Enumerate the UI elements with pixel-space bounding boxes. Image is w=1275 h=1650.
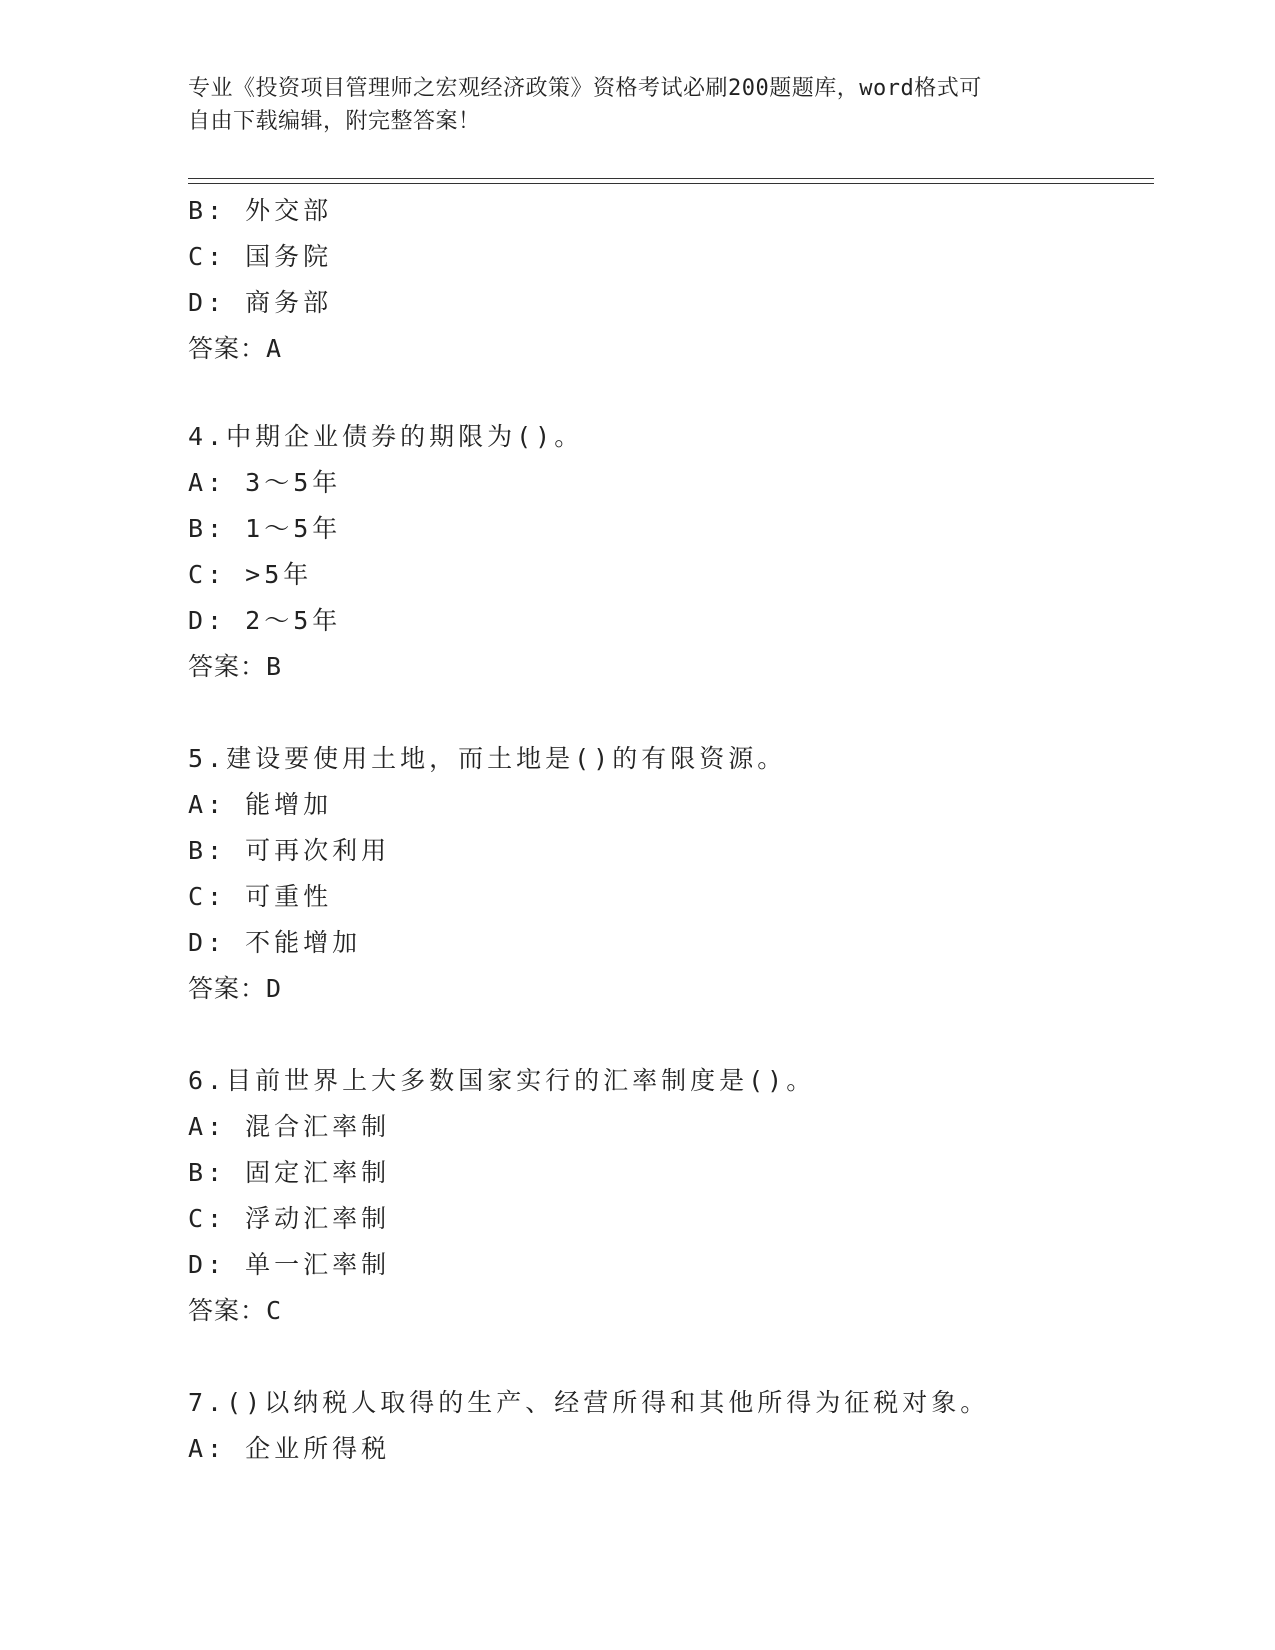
answer-label: 答案： (188, 334, 267, 363)
option-d: D: 单一汇率制 (188, 1250, 391, 1279)
question-4 (188, 414, 1154, 690)
option-a: A: 企业所得税 (188, 1434, 391, 1463)
question-stem: 4.中期企业债券的期限为()。 (188, 422, 584, 451)
header-line-2: 自由下载编辑，附完整答案！ (188, 109, 481, 134)
option-a: A: 混合汇率制 (188, 1112, 391, 1141)
answer-value: B (266, 652, 283, 681)
answer-value: C (266, 1296, 283, 1325)
header-rule-bottom (188, 183, 1154, 184)
answer-label: 答案： (188, 974, 267, 1003)
option-d: D: 商务部 (188, 288, 333, 317)
document-header (188, 72, 1088, 138)
answer-label: 答案： (188, 1296, 267, 1325)
answer-line (188, 326, 1154, 372)
option-c: C: 浮动汇率制 (188, 1204, 391, 1233)
option-a: A: 3～5年 (188, 468, 342, 497)
answer-value: A (266, 334, 283, 363)
question-stem: 6.目前世界上大多数国家实行的汇率制度是()。 (188, 1066, 816, 1095)
option-c: C: 可重性 (188, 882, 333, 911)
question-stem: 5.建设要使用土地，而土地是()的有限资源。 (188, 744, 787, 773)
answer-line (188, 644, 1154, 690)
answer-line (188, 1288, 1154, 1334)
answer-line (188, 966, 1154, 1012)
question-5 (188, 736, 1154, 1012)
option-b: B: 1～5年 (188, 514, 342, 543)
option-d: D: 2～5年 (188, 606, 342, 635)
header-rule-top (188, 178, 1154, 179)
option-c: C: >5年 (188, 560, 313, 589)
question-stem: 7.()以纳税人取得的生产、经营所得和其他所得为征税对象。 (188, 1388, 990, 1417)
question-7 (188, 1380, 1154, 1472)
document-body (188, 188, 1154, 1472)
option-c: C: 国务院 (188, 242, 333, 271)
option-a: A: 能增加 (188, 790, 333, 819)
option-d: D: 不能增加 (188, 928, 362, 957)
question-3-partial (188, 188, 1154, 372)
option-b: B: 外交部 (188, 196, 333, 225)
header-line-1: 专业《投资项目管理师之宏观经济政策》资格考试必刷200题题库，word格式可 (188, 76, 982, 101)
answer-label: 答案： (188, 652, 267, 681)
answer-value: D (266, 974, 283, 1003)
option-b: B: 可再次利用 (188, 836, 391, 865)
question-6 (188, 1058, 1154, 1334)
option-b: B: 固定汇率制 (188, 1158, 391, 1187)
